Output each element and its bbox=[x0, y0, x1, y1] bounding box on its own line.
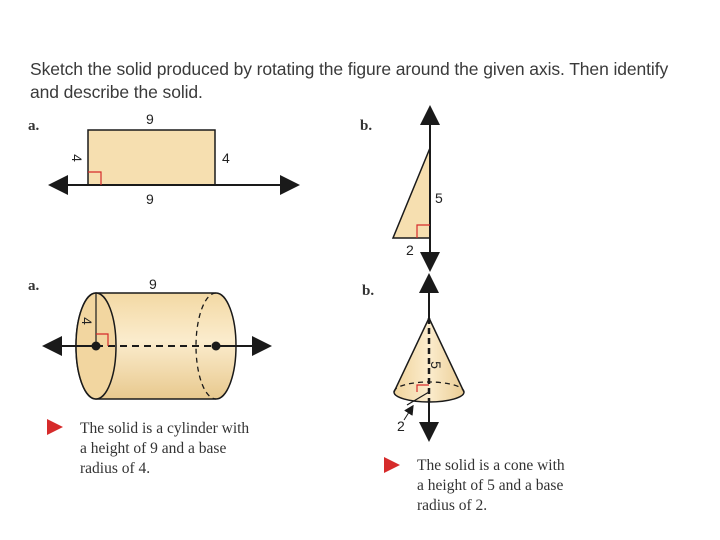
answer-b-line-3: radius of 2. bbox=[417, 497, 488, 514]
cylinder-length: 9 bbox=[149, 276, 157, 292]
rect-right-height: 4 bbox=[222, 150, 230, 166]
answer-b-text bbox=[417, 456, 565, 516]
rect-bottom-length: 9 bbox=[146, 191, 154, 207]
cone-radius: 2 bbox=[397, 418, 405, 434]
question-b-label: b. bbox=[360, 118, 373, 134]
answer-b-line-2: a height of 5 and a base bbox=[417, 477, 564, 494]
cone-radius-pointer bbox=[404, 409, 411, 420]
rectangle-figure bbox=[58, 130, 290, 185]
cylinder-center-left bbox=[92, 342, 101, 351]
triangle-base: 2 bbox=[406, 242, 414, 258]
solution-a-label: a. bbox=[28, 278, 40, 294]
cylinder-radius: 4 bbox=[78, 317, 95, 325]
cylinder-figure bbox=[52, 293, 262, 399]
answer-b-arrow-icon bbox=[384, 457, 400, 473]
cone-height: 5 bbox=[427, 361, 444, 369]
triangle-height: 5 bbox=[435, 190, 443, 206]
cylinder-center-right bbox=[212, 342, 221, 351]
answer-a-line-3: radius of 4. bbox=[80, 460, 151, 477]
triangle-figure bbox=[393, 115, 430, 262]
answer-a-line-2: a height of 9 and a base bbox=[80, 440, 227, 457]
prompt-line-2: and describe the solid. bbox=[30, 82, 203, 102]
answer-a-arrow-icon bbox=[47, 419, 63, 435]
rectangle-shape bbox=[88, 130, 215, 185]
cone-figure bbox=[394, 283, 464, 432]
rect-left-height: 4 bbox=[68, 154, 85, 162]
rect-top-length: 9 bbox=[146, 111, 154, 127]
prompt-line-1: Sketch the solid produced by rotating the figure around the given axis. Then identify bbox=[30, 59, 669, 79]
solution-b-label: b. bbox=[362, 283, 375, 299]
question-a-label: a. bbox=[28, 118, 40, 134]
answer-a-line-1: The solid is a cylinder with bbox=[80, 420, 250, 437]
answer-b-line-1: The solid is a cone with bbox=[417, 457, 565, 474]
answer-a-text bbox=[80, 419, 249, 479]
